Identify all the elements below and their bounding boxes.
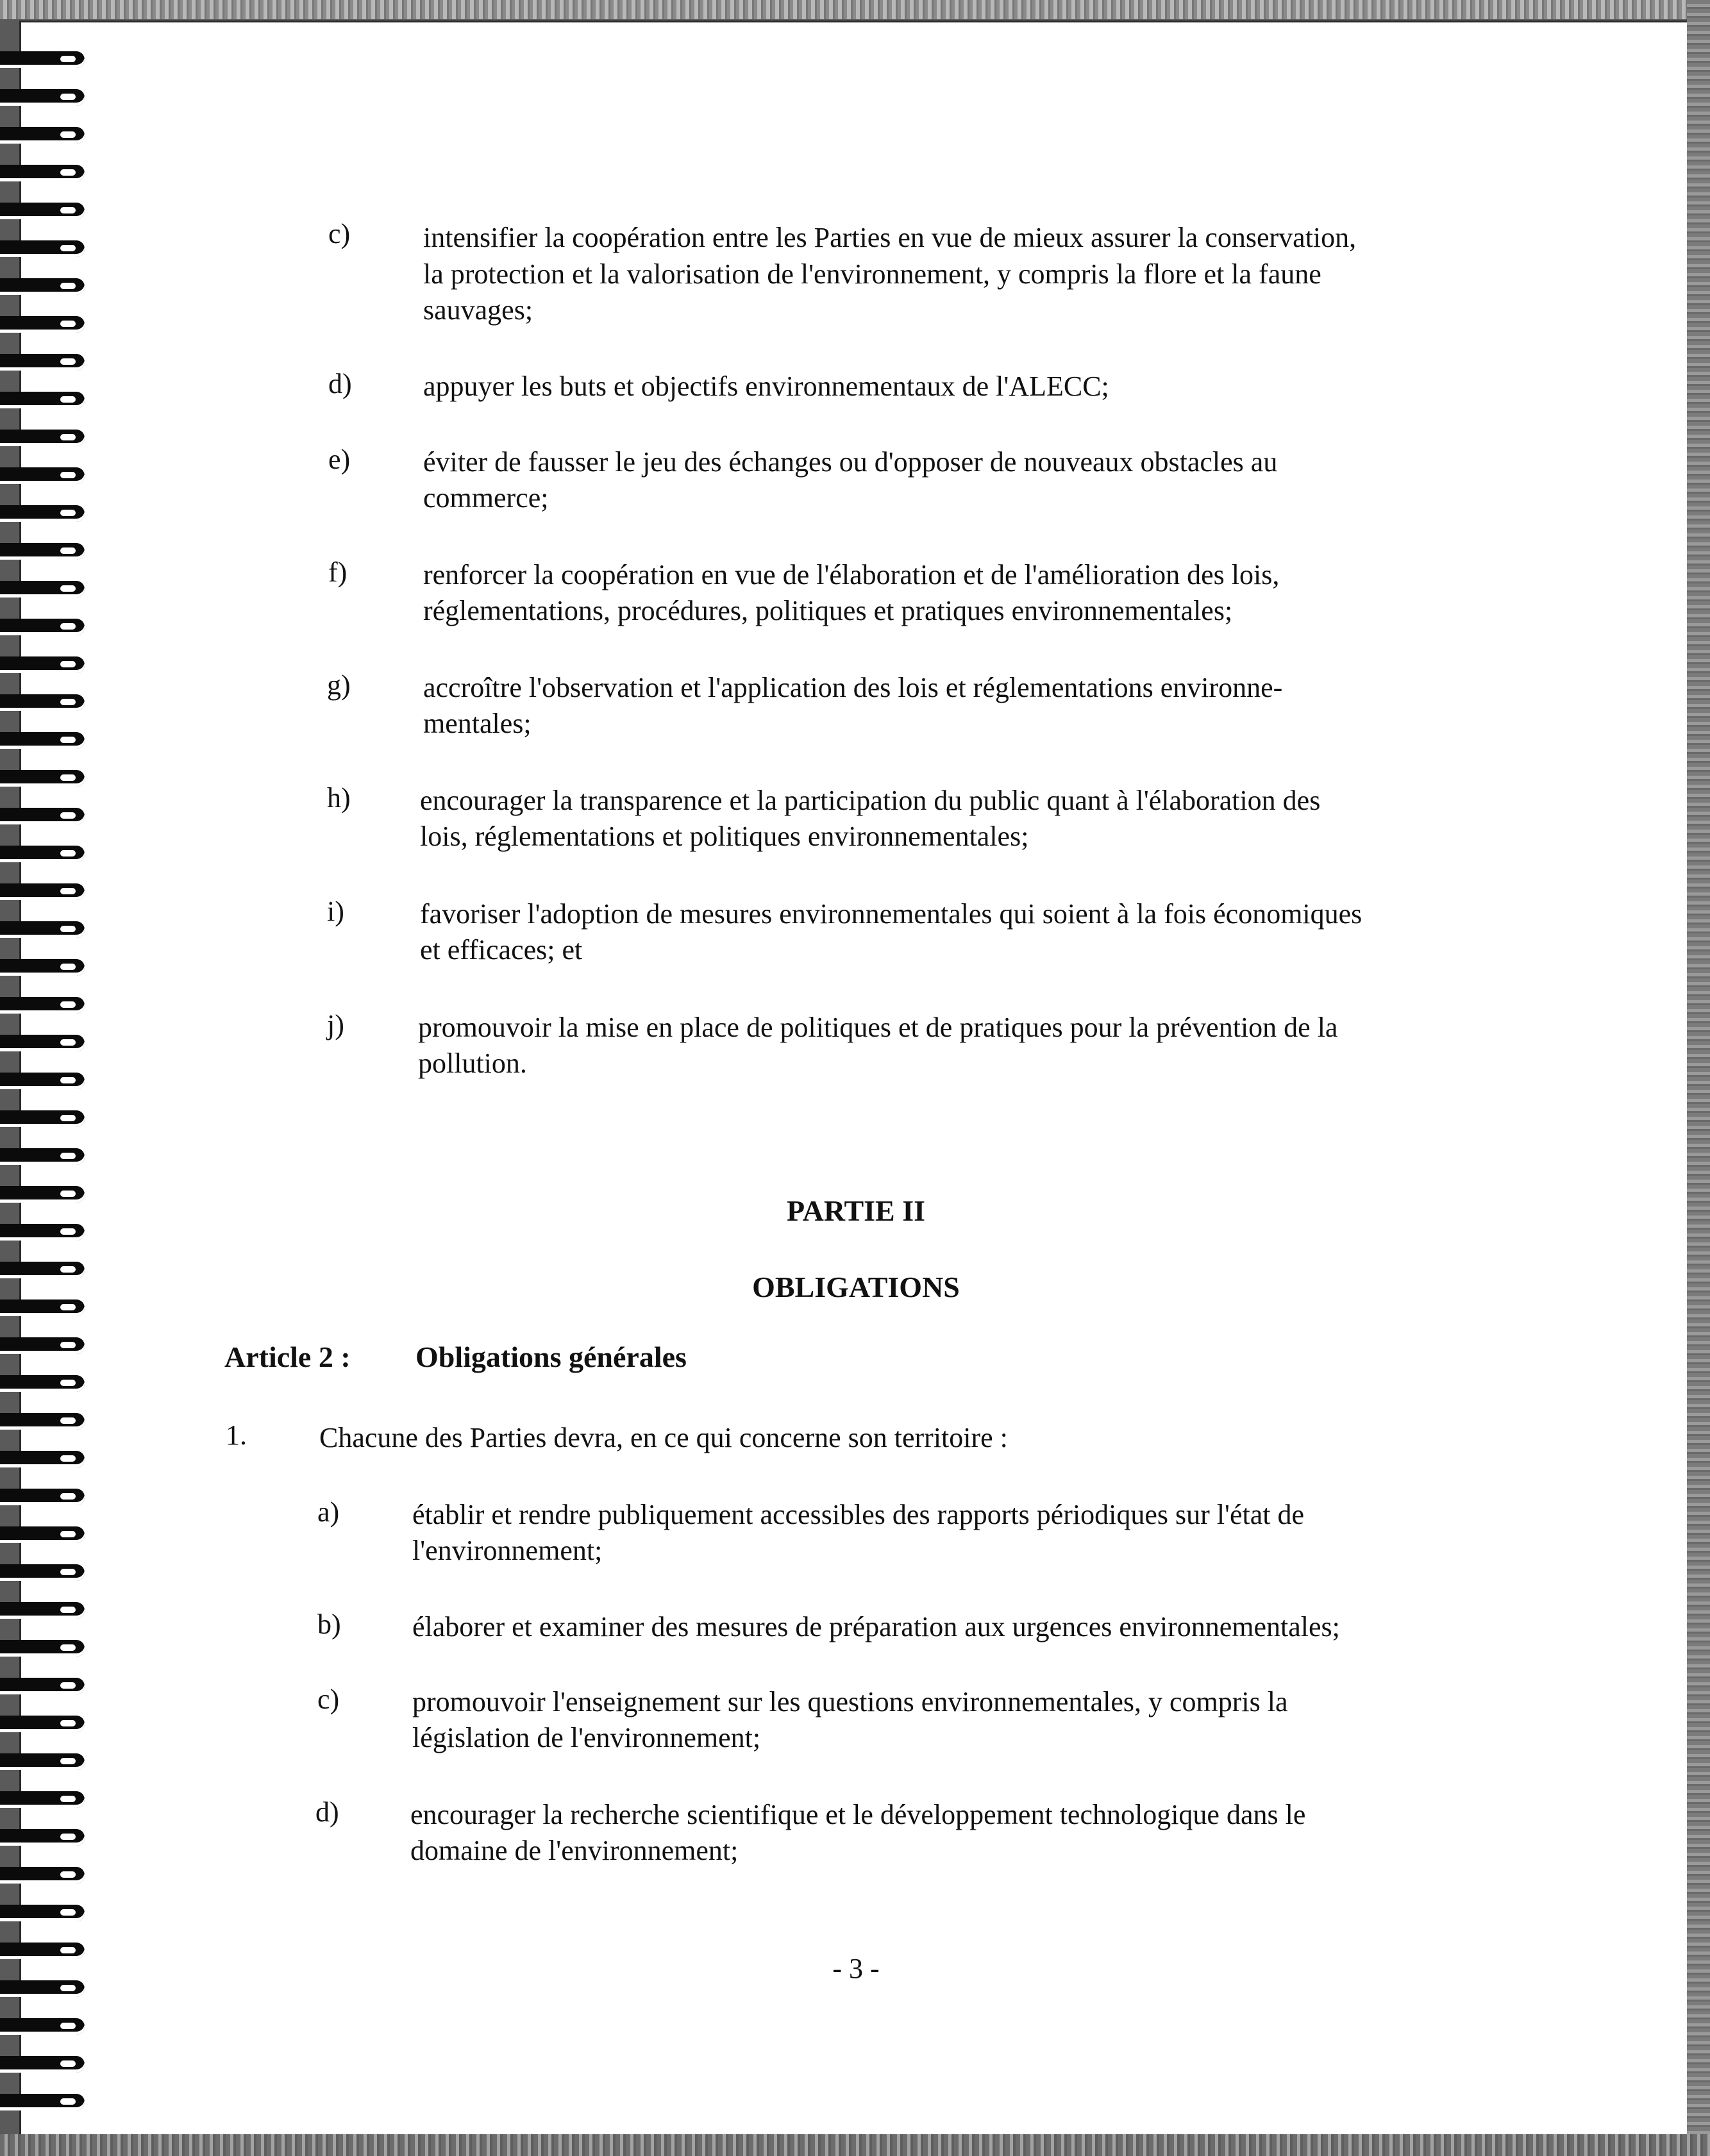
- spiral-coil: [0, 316, 85, 333]
- spiral-coil: [0, 770, 85, 787]
- spiral-coil: [0, 354, 85, 371]
- spiral-coil: [0, 1716, 85, 1732]
- spiral-coil: [0, 1753, 85, 1770]
- item-line: éviter de fausser le jeu des échanges ou d'opposer de nouveaux obstacles au: [423, 446, 1278, 478]
- paragraph-number: 1.: [226, 1419, 247, 1451]
- item-label: j): [327, 1009, 344, 1040]
- item-line: la protection et la valorisation de l'environnement, y compris la flore et la faune: [423, 258, 1321, 290]
- item-label: d): [328, 368, 352, 399]
- item-line: domaine de l'environnement;: [410, 1835, 739, 1866]
- spiral-binding: [0, 26, 90, 2141]
- scan-edge-top: [0, 0, 1710, 19]
- spiral-coil: [0, 392, 85, 408]
- item-line: établir et rendre publiquement accessibles des rapports périodiques sur l'état de: [412, 1499, 1305, 1530]
- spiral-coil: [0, 89, 85, 106]
- spiral-coil: [0, 1148, 85, 1165]
- spiral-coil: [0, 808, 85, 824]
- spiral-coil: [0, 1905, 85, 1921]
- spiral-coil: [0, 51, 85, 68]
- spiral-coil: [0, 656, 85, 673]
- item-label: e): [328, 444, 351, 475]
- spiral-coil: [0, 921, 85, 938]
- spiral-coil: [0, 505, 85, 522]
- item-line: législation de l'environnement;: [412, 1722, 761, 1753]
- paragraph-text: Chacune des Parties devra, en ce qui concerne son territoire :: [319, 1422, 1008, 1453]
- spiral-coil: [0, 1489, 85, 1505]
- item-label: f): [328, 556, 348, 588]
- spiral-coil: [0, 2056, 85, 2073]
- spiral-coil: [0, 430, 85, 446]
- spiral-coil: [0, 1791, 85, 1808]
- spiral-coil: [0, 127, 85, 144]
- item-label: g): [327, 669, 351, 701]
- item-line: réglementations, procédures, politiques et pratiques environnementales;: [423, 595, 1233, 626]
- scan-edge-right: [1687, 0, 1710, 2156]
- spiral-coil: [0, 543, 85, 560]
- spiral-coil: [0, 1451, 85, 1467]
- item-line: promouvoir l'enseignement sur les questions environnementales, y compris la: [412, 1686, 1288, 1717]
- item-line: pollution.: [418, 1048, 527, 1079]
- item-line: encourager la transparence et la participation du public quant à l'élaboration des: [420, 785, 1321, 816]
- spiral-coil: [0, 846, 85, 862]
- spiral-coil: [0, 1678, 85, 1694]
- part-title: PARTIE II: [786, 1194, 926, 1227]
- item-line: promouvoir la mise en place de politiques et de pratiques pour la prévention de la: [418, 1012, 1338, 1043]
- spiral-coil: [0, 1337, 85, 1354]
- spiral-coil: [0, 1564, 85, 1581]
- item-line: et efficaces; et: [420, 934, 583, 965]
- spiral-coil: [0, 467, 85, 484]
- spiral-coil: [0, 1035, 85, 1051]
- spiral-coil: [0, 581, 85, 597]
- article-title: Obligations générales: [415, 1341, 687, 1373]
- item-line: commerce;: [423, 482, 549, 514]
- item-label: a): [317, 1496, 340, 1528]
- spiral-coil: [0, 2094, 85, 2110]
- spiral-coil: [0, 1526, 85, 1543]
- spiral-coil: [0, 240, 85, 257]
- spiral-coil: [0, 1375, 85, 1392]
- spiral-coil: [0, 883, 85, 900]
- item-line: renforcer la coopération en vue de l'élaboration et de l'amélioration des lois,: [423, 559, 1280, 590]
- spiral-coil: [0, 694, 85, 711]
- item-line: mentales;: [423, 708, 532, 739]
- item-line: élaborer et examiner des mesures de préparation aux urgences environnementales;: [412, 1611, 1340, 1642]
- item-label: b): [317, 1609, 341, 1640]
- spiral-coil: [0, 1073, 85, 1089]
- spiral-coil: [0, 1829, 85, 1846]
- item-line: accroître l'observation et l'application des lois et réglementations environne-: [423, 672, 1283, 703]
- item-label: i): [327, 896, 344, 927]
- spiral-coil: [0, 1602, 85, 1619]
- item-label: h): [327, 782, 351, 814]
- spiral-coil: [0, 1110, 85, 1127]
- page-number: - 3 -: [832, 1953, 880, 1984]
- item-label: c): [328, 218, 351, 249]
- spiral-coil: [0, 203, 85, 219]
- spiral-coil: [0, 1867, 85, 1884]
- item-line: appuyer les buts et objectifs environnementaux de l'ALECC;: [423, 371, 1109, 402]
- article-number: Article 2 :: [224, 1341, 351, 1373]
- part-subtitle: OBLIGATIONS: [752, 1271, 960, 1303]
- item-line: intensifier la coopération entre les Parties en vue de mieux assurer la conservation,: [423, 222, 1357, 253]
- item-line: lois, réglementations et politiques environnementales;: [420, 821, 1029, 852]
- item-line: sauvages;: [423, 294, 533, 326]
- item-line: favoriser l'adoption de mesures environnementales qui soient à la fois économiques: [420, 898, 1362, 930]
- spiral-coil: [0, 997, 85, 1014]
- spiral-coil: [0, 1413, 85, 1430]
- spiral-coil: [0, 1640, 85, 1657]
- spiral-coil: [0, 619, 85, 635]
- item-label: c): [317, 1684, 340, 1715]
- spiral-coil: [0, 732, 85, 749]
- item-label: d): [315, 1796, 339, 1828]
- item-line: l'environnement;: [412, 1535, 603, 1566]
- scan-edge-bottom: [0, 2134, 1710, 2156]
- spiral-coil: [0, 165, 85, 181]
- spiral-coil: [0, 2018, 85, 2035]
- spiral-coil: [0, 278, 85, 295]
- spiral-coil: [0, 959, 85, 976]
- item-line: encourager la recherche scientifique et le développement technologique dans le: [410, 1799, 1306, 1830]
